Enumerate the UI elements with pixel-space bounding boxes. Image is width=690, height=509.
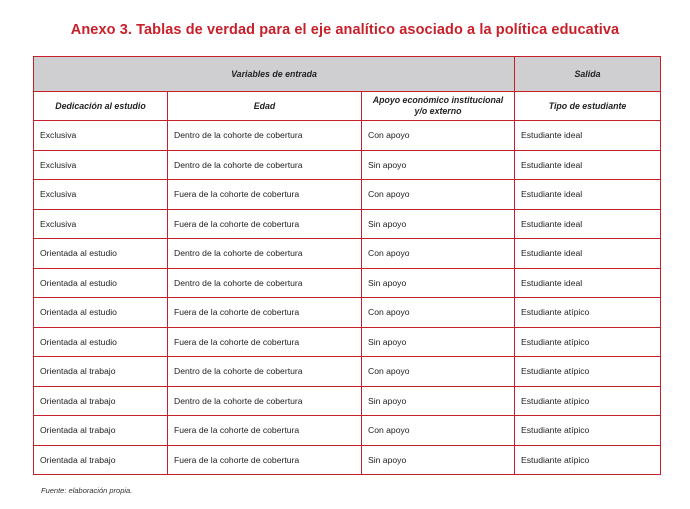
table-row — [34, 268, 661, 298]
table-cell: Dentro de la cohorte de cobertura — [168, 386, 362, 416]
table-cell: Fuera de la cohorte de cobertura — [168, 180, 362, 210]
table-cell: Dentro de la cohorte de cobertura — [168, 150, 362, 180]
table-row — [34, 121, 661, 151]
table-row — [34, 357, 661, 387]
table-cell: Orientada al trabajo — [34, 445, 168, 475]
table-cell: Dentro de la cohorte de cobertura — [168, 239, 362, 269]
table-cell: Estudiante ideal — [515, 180, 661, 210]
table-cell: Con apoyo — [362, 180, 515, 210]
group-header-output: Salida — [515, 57, 661, 92]
table-cell: Orientada al estudio — [34, 239, 168, 269]
table-cell: Con apoyo — [362, 416, 515, 446]
table-cell: Orientada al estudio — [34, 327, 168, 357]
table-cell: Estudiante ideal — [515, 268, 661, 298]
column-header: Apoyo económico institucional y/o externo — [362, 92, 515, 121]
table-cell: Exclusiva — [34, 150, 168, 180]
table-row — [34, 209, 661, 239]
table-row — [34, 150, 661, 180]
truth-table — [33, 56, 661, 475]
table-cell: Estudiante ideal — [515, 209, 661, 239]
group-header-row — [34, 57, 661, 92]
table-cell: Estudiante ideal — [515, 239, 661, 269]
table-cell: Orientada al estudio — [34, 298, 168, 328]
column-header: Edad — [168, 92, 362, 121]
table-cell: Fuera de la cohorte de cobertura — [168, 209, 362, 239]
table-row — [34, 239, 661, 269]
table-cell: Estudiante atípico — [515, 298, 661, 328]
table-cell: Dentro de la cohorte de cobertura — [168, 268, 362, 298]
table-cell: Dentro de la cohorte de cobertura — [168, 121, 362, 151]
table-cell: Orientada al trabajo — [34, 386, 168, 416]
table-cell: Exclusiva — [34, 209, 168, 239]
source-note: Fuente: elaboración propia. — [41, 486, 133, 495]
table-cell: Dentro de la cohorte de cobertura — [168, 357, 362, 387]
table-cell: Sin apoyo — [362, 150, 515, 180]
table-cell: Sin apoyo — [362, 386, 515, 416]
table-cell: Con apoyo — [362, 357, 515, 387]
table-cell: Con apoyo — [362, 239, 515, 269]
table-cell: Fuera de la cohorte de cobertura — [168, 416, 362, 446]
column-header-row — [34, 92, 661, 121]
table-cell: Estudiante atípico — [515, 357, 661, 387]
group-header-inputs: Variables de entrada — [34, 57, 515, 92]
table-cell: Exclusiva — [34, 121, 168, 151]
table-cell: Estudiante ideal — [515, 150, 661, 180]
table-cell: Estudiante atípico — [515, 386, 661, 416]
table-cell: Orientada al trabajo — [34, 357, 168, 387]
table-row — [34, 298, 661, 328]
table-cell: Sin apoyo — [362, 209, 515, 239]
table-cell: Fuera de la cohorte de cobertura — [168, 298, 362, 328]
table-cell: Estudiante atípico — [515, 416, 661, 446]
table-cell: Orientada al trabajo — [34, 416, 168, 446]
table-row — [34, 180, 661, 210]
table-cell: Sin apoyo — [362, 327, 515, 357]
table-cell: Estudiante atípico — [515, 327, 661, 357]
table-cell: Estudiante ideal — [515, 121, 661, 151]
table-cell: Exclusiva — [34, 180, 168, 210]
column-header: Dedicación al estudio — [34, 92, 168, 121]
table-row — [34, 327, 661, 357]
table-cell: Fuera de la cohorte de cobertura — [168, 327, 362, 357]
table-row — [34, 445, 661, 475]
table-cell: Estudiante atípico — [515, 445, 661, 475]
table-cell: Con apoyo — [362, 121, 515, 151]
column-header: Tipo de estudiante — [515, 92, 661, 121]
table-cell: Fuera de la cohorte de cobertura — [168, 445, 362, 475]
document-title: Anexo 3. Tablas de verdad para el eje analítico asociado a la política educativa — [70, 22, 620, 38]
table-cell: Orientada al estudio — [34, 268, 168, 298]
table-cell: Sin apoyo — [362, 268, 515, 298]
table-row — [34, 386, 661, 416]
table-cell: Sin apoyo — [362, 445, 515, 475]
table-cell: Con apoyo — [362, 298, 515, 328]
table-body — [34, 121, 661, 475]
table-row — [34, 416, 661, 446]
